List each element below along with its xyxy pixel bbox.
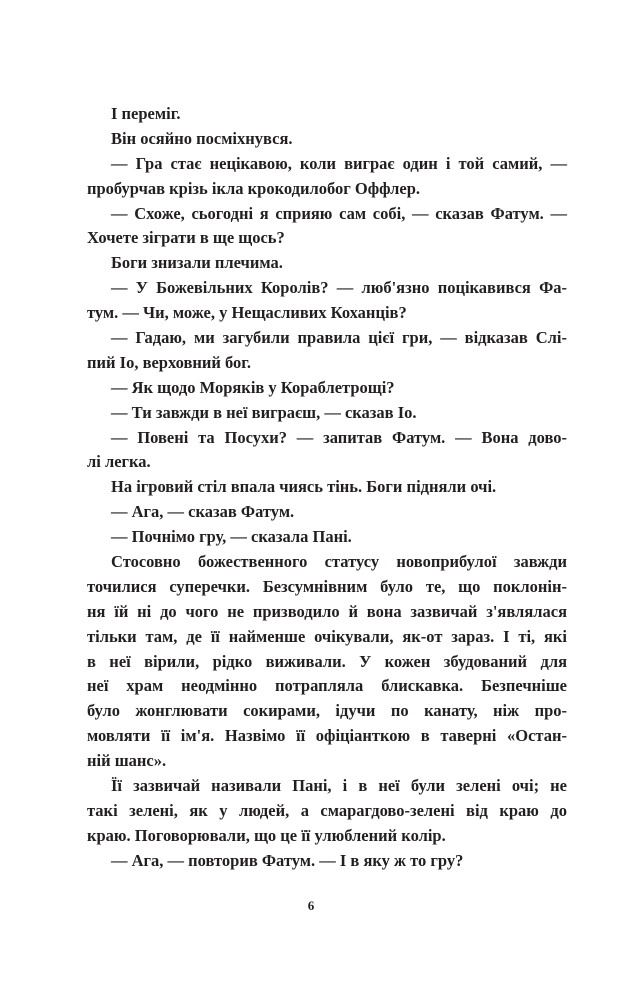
text-line: Він осяйно посміхнувся. xyxy=(111,128,293,148)
text-line: — Повені та Посухи? — запитав Фатум. — Вона дово- xyxy=(111,427,567,447)
paragraph xyxy=(87,426,567,476)
text-line: Стосовно божественного статусу новоприбулої завжди xyxy=(111,552,567,572)
text-line: точилися суперечки. Безсумнівним було те, що поклонін- xyxy=(87,576,567,596)
text-line: На ігровий стіл впала чиясь тінь. Боги підняли очі. xyxy=(111,477,497,497)
text-line: І переміг. xyxy=(111,104,181,123)
paragraph xyxy=(87,550,567,774)
paragraph xyxy=(87,251,567,276)
text-line: ній шанс». xyxy=(87,751,167,771)
text-line: Її зазвичай називали Пані, і в неї були зелені очі; не xyxy=(111,776,567,796)
text-line: ня їй ні до чого не призводило й вона зазвичай з'являлася xyxy=(87,601,567,621)
text-line: Боги знизали плечима. xyxy=(111,253,283,273)
text-line: — Ага, — повторив Фатум. — І в яку ж то гру? xyxy=(111,850,464,870)
text-line: в неї вірили, рідко виживали. У кожен збудований для xyxy=(87,651,567,671)
paragraph xyxy=(87,500,567,525)
paragraph xyxy=(87,127,567,152)
paragraph xyxy=(87,774,567,849)
paragraph xyxy=(87,401,567,426)
paragraph xyxy=(87,849,567,874)
text-line: пий Іо, верховний бог. xyxy=(87,352,252,372)
paragraph xyxy=(87,102,567,127)
paragraph xyxy=(87,326,567,376)
page-body-text xyxy=(87,102,567,874)
paragraph xyxy=(87,276,567,326)
text-line: лі легка. xyxy=(87,452,151,472)
text-line: пробурчав крізь ікла крокодилобог Оффлер. xyxy=(87,178,421,198)
paragraph xyxy=(87,475,567,500)
paragraph xyxy=(87,376,567,401)
text-line: неї храм неодмінно потрапляла блискавка. Безпечніше xyxy=(87,676,567,696)
text-line: тільки там, де її найменше очікували, як-от зараз. І ті, які xyxy=(87,626,567,646)
text-line: такі зелені, як у людей, а смарагдово-зелені від краю до xyxy=(87,800,567,820)
page-number: 6 xyxy=(307,898,315,913)
text-line: — Схоже, сьогодні я сприяю сам собі, — сказав Фатум. — xyxy=(111,203,567,223)
text-line: було жонглювати сокирами, ідучи по канату, ніж про- xyxy=(87,701,567,721)
text-line: Хочете зіграти в ще щось? xyxy=(87,228,285,248)
text-line: — Ага, — сказав Фатум. xyxy=(111,502,295,522)
text-line: — Гадаю, ми загубили правила цієї гри, — відказав Слі- xyxy=(111,328,567,348)
text-line: тум. — Чи, може, у Нещасливих Коханців? xyxy=(87,303,407,323)
text-line: мовляти її ім'я. Назвімо її офіціанткою в таверні «Остан- xyxy=(87,726,567,746)
text-line: краю. Поговорювали, що це її улюблений колір. xyxy=(87,825,446,845)
text-line: — Почнімо гру, — сказала Пані. xyxy=(111,527,352,547)
text-line: — Як щодо Моряків у Кораблетрощі? xyxy=(111,377,395,397)
paragraph xyxy=(87,202,567,252)
text-line: — Гра стає нецікавою, коли виграє один і той самий, — xyxy=(111,153,567,173)
text-line: — У Божевільних Королів? — люб'язно поцікавився Фа- xyxy=(111,278,567,298)
text-line: — Ти завжди в неї виграєш, — сказав Іо. xyxy=(111,402,417,422)
paragraph xyxy=(87,152,567,202)
paragraph xyxy=(87,525,567,550)
